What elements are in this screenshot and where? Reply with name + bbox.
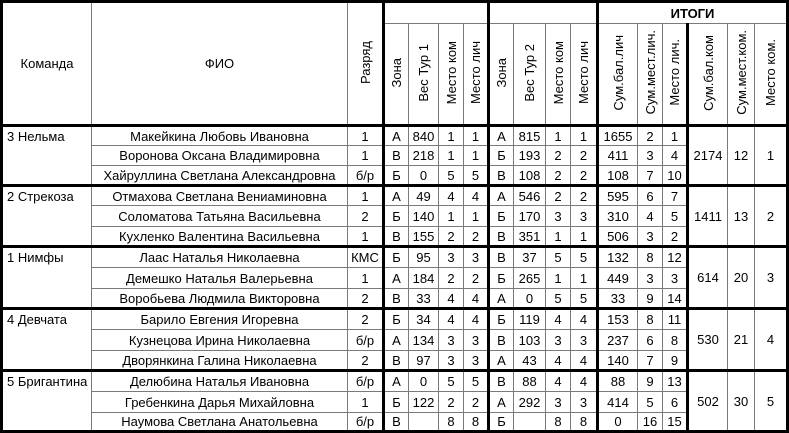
sum-pts-cell: 411	[598, 146, 638, 166]
member-rank: 2	[348, 309, 384, 330]
place-pers2-cell: 2	[571, 166, 598, 186]
place-team1-cell: 2	[439, 268, 464, 289]
zone1-cell: В	[384, 413, 409, 432]
place-team1-cell: 2	[439, 227, 464, 247]
place-team1-cell: 3	[439, 330, 464, 351]
team-place: 2	[755, 186, 788, 247]
place-pers2-cell: 1	[571, 268, 598, 289]
team-name: 4 Девчата	[2, 309, 92, 371]
place-pers1-cell: 2	[464, 268, 489, 289]
place-pers-cell: 6	[663, 392, 688, 413]
place-pers2-cell: 1	[571, 227, 598, 247]
place-team1-cell: 8	[439, 413, 464, 432]
team-sum-pts: 1411	[688, 186, 728, 247]
place-team2-cell: 5	[546, 247, 571, 268]
table-row	[2, 413, 788, 432]
team-place: 5	[755, 371, 788, 432]
weight1-cell: 95	[409, 247, 439, 268]
header-place-team2: Место ком	[546, 24, 571, 126]
sum-pts-cell: 310	[598, 206, 638, 227]
sum-places-cell: 6	[638, 330, 663, 351]
place-team1-cell: 5	[439, 166, 464, 186]
header-rank: Разряд	[348, 2, 384, 126]
place-pers-cell: 11	[663, 309, 688, 330]
place-pers-cell: 8	[663, 330, 688, 351]
team-name: 5 Бригантина	[2, 371, 92, 432]
table-row	[2, 227, 788, 247]
sum-pts-cell: 132	[598, 247, 638, 268]
header-place-pers2: Место лич	[571, 24, 598, 126]
sum-places-cell: 9	[638, 289, 663, 309]
weight2-cell: 351	[514, 227, 546, 247]
sum-places-cell: 3	[638, 227, 663, 247]
place-pers1-cell: 2	[464, 392, 489, 413]
member-fio: Макейкина Любовь Ивановна	[92, 126, 348, 146]
weight2-cell	[514, 413, 546, 432]
place-team2-cell: 5	[546, 289, 571, 309]
weight2-cell: 37	[514, 247, 546, 268]
weight1-cell: 218	[409, 146, 439, 166]
zone1-cell: Б	[384, 166, 409, 186]
place-team2-cell: 4	[546, 371, 571, 392]
weight1-cell: 0	[409, 371, 439, 392]
header-sum-places-team: Сум.мест.ком.	[728, 24, 755, 126]
team-name: 3 Нельма	[2, 126, 92, 186]
place-pers1-cell: 2	[464, 227, 489, 247]
member-rank: б/р	[348, 371, 384, 392]
member-fio: Барило Евгения Игоревна	[92, 309, 348, 330]
member-rank: 2	[348, 351, 384, 371]
place-team1-cell: 3	[439, 351, 464, 371]
place-pers-cell: 9	[663, 351, 688, 371]
sum-pts-cell: 414	[598, 392, 638, 413]
weight2-cell: 170	[514, 206, 546, 227]
sum-places-cell: 3	[638, 268, 663, 289]
zone2-cell: А	[489, 351, 514, 371]
header-row-1	[2, 2, 788, 24]
sum-pts-cell: 0	[598, 413, 638, 432]
zone2-cell: Б	[489, 146, 514, 166]
place-pers1-cell: 1	[464, 146, 489, 166]
place-pers1-cell: 5	[464, 166, 489, 186]
place-pers-cell: 15	[663, 413, 688, 432]
place-pers-cell: 5	[663, 206, 688, 227]
weight2-cell: 119	[514, 309, 546, 330]
zone1-cell: В	[384, 227, 409, 247]
sum-pts-cell: 1655	[598, 126, 638, 146]
zone2-cell: А	[489, 289, 514, 309]
place-pers2-cell: 2	[571, 146, 598, 166]
team-sum-places: 21	[728, 309, 755, 371]
place-team2-cell: 2	[546, 186, 571, 206]
sum-pts-cell: 506	[598, 227, 638, 247]
place-pers-cell: 2	[663, 227, 688, 247]
table-row	[2, 126, 788, 146]
header-zone1: Зона	[384, 24, 409, 126]
weight2-cell: 108	[514, 166, 546, 186]
member-rank: 1	[348, 227, 384, 247]
place-team2-cell: 8	[546, 413, 571, 432]
table-row	[2, 309, 788, 330]
place-team2-cell: 3	[546, 392, 571, 413]
place-pers2-cell: 2	[571, 186, 598, 206]
table-row	[2, 206, 788, 227]
team-sum-places: 12	[728, 126, 755, 186]
zone2-cell: В	[489, 247, 514, 268]
header-tour1-group	[384, 2, 489, 24]
member-rank: б/р	[348, 166, 384, 186]
table-row	[2, 268, 788, 289]
sum-pts-cell: 449	[598, 268, 638, 289]
team-sum-places: 20	[728, 247, 755, 309]
table-row	[2, 330, 788, 351]
header-place-team1: Место ком	[439, 24, 464, 126]
place-team1-cell: 2	[439, 392, 464, 413]
table-row	[2, 146, 788, 166]
place-pers1-cell: 3	[464, 247, 489, 268]
place-team2-cell: 2	[546, 166, 571, 186]
place-pers1-cell: 4	[464, 309, 489, 330]
weight2-cell: 0	[514, 289, 546, 309]
place-team2-cell: 4	[546, 309, 571, 330]
place-team1-cell: 5	[439, 371, 464, 392]
place-team1-cell: 4	[439, 309, 464, 330]
team-sum-places: 13	[728, 186, 755, 247]
sum-pts-cell: 33	[598, 289, 638, 309]
team-place: 1	[755, 126, 788, 186]
place-pers-cell: 4	[663, 146, 688, 166]
member-rank: 1	[348, 146, 384, 166]
table-row	[2, 166, 788, 186]
member-rank: б/р	[348, 413, 384, 432]
header-fio: ФИО	[92, 2, 348, 126]
place-pers1-cell: 3	[464, 351, 489, 371]
team-sum-places: 30	[728, 371, 755, 432]
place-team1-cell: 4	[439, 289, 464, 309]
place-pers1-cell: 5	[464, 371, 489, 392]
place-pers1-cell: 4	[464, 289, 489, 309]
place-pers2-cell: 5	[571, 247, 598, 268]
sum-pts-cell: 140	[598, 351, 638, 371]
sum-places-cell: 2	[638, 126, 663, 146]
zone1-cell: А	[384, 268, 409, 289]
table-row	[2, 351, 788, 371]
header-weight2: Вес Тур 2	[514, 24, 546, 126]
place-pers-cell: 12	[663, 247, 688, 268]
header-place-pers1: Место лич	[464, 24, 489, 126]
weight2-cell: 88	[514, 371, 546, 392]
team-sum-pts: 2174	[688, 126, 728, 186]
zone1-cell: Б	[384, 247, 409, 268]
weight1-cell: 134	[409, 330, 439, 351]
place-pers2-cell: 4	[571, 309, 598, 330]
weight1-cell: 840	[409, 126, 439, 146]
header-sum-pts: Сум.бал.лич	[598, 24, 638, 126]
weight1-cell: 49	[409, 186, 439, 206]
team-place: 4	[755, 309, 788, 371]
member-fio: Делюбина Наталья Ивановна	[92, 371, 348, 392]
place-pers2-cell: 5	[571, 289, 598, 309]
team-place: 3	[755, 247, 788, 309]
sum-places-cell: 16	[638, 413, 663, 432]
member-fio: Демешко Наталья Валерьевна	[92, 268, 348, 289]
header-sum-places: Сум.мест.лич.	[638, 24, 663, 126]
table-row	[2, 371, 788, 392]
sum-pts-cell: 237	[598, 330, 638, 351]
member-fio: Лаас Наталья Николаевна	[92, 247, 348, 268]
place-team1-cell: 4	[439, 186, 464, 206]
zone1-cell: В	[384, 146, 409, 166]
weight1-cell: 155	[409, 227, 439, 247]
zone1-cell: А	[384, 126, 409, 146]
sum-places-cell: 5	[638, 392, 663, 413]
member-rank: 1	[348, 126, 384, 146]
place-team2-cell: 4	[546, 351, 571, 371]
weight2-cell: 265	[514, 268, 546, 289]
weight2-cell: 546	[514, 186, 546, 206]
member-rank: 1	[348, 268, 384, 289]
table-row	[2, 247, 788, 268]
team-sum-pts: 530	[688, 309, 728, 371]
place-team1-cell: 1	[439, 146, 464, 166]
team-name: 1 Нимфы	[2, 247, 92, 309]
member-rank: б/р	[348, 330, 384, 351]
zone2-cell: А	[489, 392, 514, 413]
place-pers1-cell: 8	[464, 413, 489, 432]
place-team2-cell: 3	[546, 206, 571, 227]
place-team1-cell: 3	[439, 247, 464, 268]
sum-pts-cell: 595	[598, 186, 638, 206]
team-sum-pts: 502	[688, 371, 728, 432]
place-pers2-cell: 3	[571, 206, 598, 227]
member-fio: Дворянкина Галина Николаевна	[92, 351, 348, 371]
member-rank: 2	[348, 289, 384, 309]
weight1-cell: 34	[409, 309, 439, 330]
weight2-cell: 103	[514, 330, 546, 351]
member-rank: 1	[348, 186, 384, 206]
header-zone2: Зона	[489, 24, 514, 126]
member-fio: Воронова Оксана Владимировна	[92, 146, 348, 166]
header-place-team: Место ком.	[755, 24, 788, 126]
place-pers1-cell: 3	[464, 330, 489, 351]
zone2-cell: В	[489, 371, 514, 392]
member-fio: Наумова Светлана Анатольевна	[92, 413, 348, 432]
weight1-cell: 184	[409, 268, 439, 289]
header-team: Команда	[2, 2, 92, 126]
zone2-cell: В	[489, 227, 514, 247]
zone2-cell: Б	[489, 206, 514, 227]
place-pers-cell: 10	[663, 166, 688, 186]
place-pers2-cell: 3	[571, 392, 598, 413]
member-fio: Гребенкина Дарья Михайловна	[92, 392, 348, 413]
member-fio: Кузнецова Ирина Николаевна	[92, 330, 348, 351]
place-pers2-cell: 4	[571, 371, 598, 392]
zone2-cell: А	[489, 126, 514, 146]
header-place-pers: Место лич.	[663, 24, 688, 126]
zone1-cell: Б	[384, 206, 409, 227]
header-sum-pts-team: Сум.бал.ком	[688, 24, 728, 126]
member-fio: Отмахова Светлана Вениаминовна	[92, 186, 348, 206]
sum-places-cell: 7	[638, 166, 663, 186]
member-rank: 1	[348, 392, 384, 413]
member-fio: Воробьева Людмила Викторовна	[92, 289, 348, 309]
place-pers2-cell: 4	[571, 351, 598, 371]
place-team2-cell: 1	[546, 227, 571, 247]
table-row	[2, 186, 788, 206]
header-tour2-group	[489, 2, 598, 24]
sum-pts-cell: 153	[598, 309, 638, 330]
weight2-cell: 292	[514, 392, 546, 413]
header-weight1: Вес Тур 1	[409, 24, 439, 126]
header-totals: ИТОГИ	[598, 2, 788, 24]
place-team2-cell: 1	[546, 268, 571, 289]
sum-places-cell: 3	[638, 146, 663, 166]
zone2-cell: В	[489, 330, 514, 351]
place-pers-cell: 3	[663, 268, 688, 289]
zone2-cell: А	[489, 186, 514, 206]
place-pers1-cell: 4	[464, 186, 489, 206]
place-pers1-cell: 1	[464, 126, 489, 146]
weight1-cell: 140	[409, 206, 439, 227]
member-fio: Соломатова Татьяна Васильевна	[92, 206, 348, 227]
zone1-cell: А	[384, 186, 409, 206]
zone1-cell: В	[384, 289, 409, 309]
place-pers-cell: 13	[663, 371, 688, 392]
team-name: 2 Стрекоза	[2, 186, 92, 247]
place-pers-cell: 1	[663, 126, 688, 146]
member-rank: КМС	[348, 247, 384, 268]
sum-places-cell: 8	[638, 247, 663, 268]
table-row	[2, 392, 788, 413]
sum-places-cell: 7	[638, 351, 663, 371]
place-pers2-cell: 1	[571, 126, 598, 146]
member-rank: 2	[348, 206, 384, 227]
zone2-cell: В	[489, 166, 514, 186]
sum-pts-cell: 88	[598, 371, 638, 392]
sum-places-cell: 6	[638, 186, 663, 206]
weight2-cell: 43	[514, 351, 546, 371]
sum-places-cell: 9	[638, 371, 663, 392]
place-pers2-cell: 3	[571, 330, 598, 351]
place-pers-cell: 14	[663, 289, 688, 309]
sum-places-cell: 8	[638, 309, 663, 330]
team-sum-pts: 614	[688, 247, 728, 309]
weight1-cell	[409, 413, 439, 432]
member-fio: Кухленко Валентина Васильевна	[92, 227, 348, 247]
place-team2-cell: 1	[546, 126, 571, 146]
weight2-cell: 815	[514, 126, 546, 146]
sum-pts-cell: 108	[598, 166, 638, 186]
place-team1-cell: 1	[439, 206, 464, 227]
place-pers-cell: 7	[663, 186, 688, 206]
table-row	[2, 289, 788, 309]
place-team2-cell: 3	[546, 330, 571, 351]
zone1-cell: Б	[384, 309, 409, 330]
weight1-cell: 122	[409, 392, 439, 413]
place-pers2-cell: 8	[571, 413, 598, 432]
weight1-cell: 97	[409, 351, 439, 371]
weight2-cell: 193	[514, 146, 546, 166]
weight1-cell: 33	[409, 289, 439, 309]
zone2-cell: Б	[489, 309, 514, 330]
zone2-cell: Б	[489, 413, 514, 432]
zone1-cell: А	[384, 330, 409, 351]
zone1-cell: Б	[384, 392, 409, 413]
member-fio: Хайруллина Светлана Александровна	[92, 166, 348, 186]
weight1-cell: 0	[409, 166, 439, 186]
place-pers1-cell: 1	[464, 206, 489, 227]
zone2-cell: Б	[489, 268, 514, 289]
place-team2-cell: 2	[546, 146, 571, 166]
place-team1-cell: 1	[439, 126, 464, 146]
zone1-cell: В	[384, 351, 409, 371]
sum-places-cell: 4	[638, 206, 663, 227]
zone1-cell: А	[384, 371, 409, 392]
